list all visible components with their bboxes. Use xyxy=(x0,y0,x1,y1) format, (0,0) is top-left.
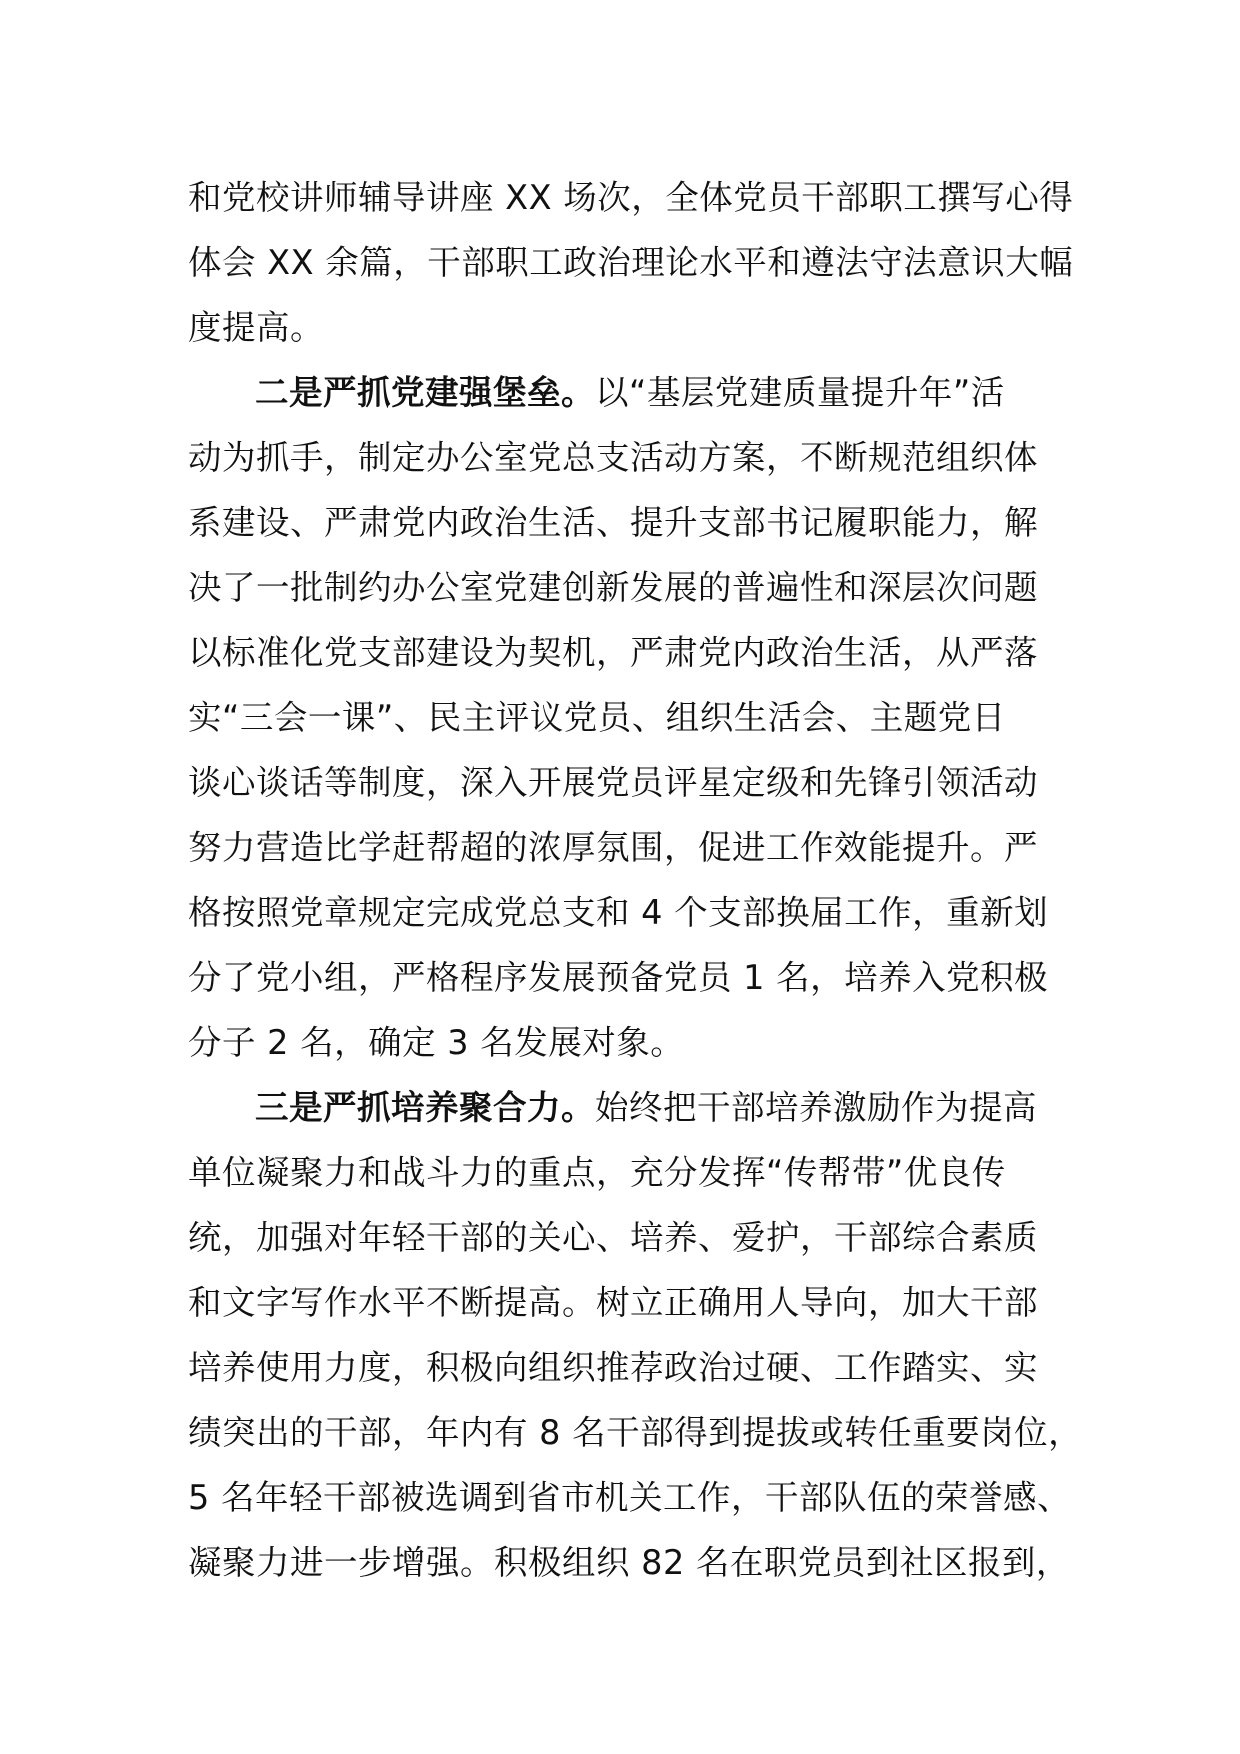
text-line: 和文字写作水平不断提高。树立正确用人导向，加大干部 xyxy=(188,1283,1038,1322)
text-line: 度提高。 xyxy=(188,308,324,347)
text-line: 绩突出的干部，年内有 8 名干部得到提拔或转任重要岗位， xyxy=(188,1413,1083,1452)
text-line: 动为抓手，制定办公室党总支活动方案，不断规范组织体 xyxy=(188,438,1038,477)
text-line: 分子 2 名，确定 3 名发展对象。 xyxy=(188,1023,685,1062)
text-line: 努力营造比学赶帮超的浓厚氛围，促进工作效能提升。严 xyxy=(188,828,1038,867)
text-line: 以标准化党支部建设为契机，严肃党内政治生活，从严落 xyxy=(188,633,1038,672)
text-line: 体会 XX 余篇，干部职工政治理论水平和遵法守法意识大幅 xyxy=(188,243,1074,282)
text-line: 统，加强对年轻干部的关心、培养、爱护，干部综合素质 xyxy=(188,1218,1038,1257)
text-line: 分了党小组，严格程序发展预备党员 1 名，培养入党积极 xyxy=(188,958,1049,997)
text-line: 凝聚力进一步增强。积极组织 82 名在职党员到社区报到， xyxy=(188,1543,1070,1582)
text-span: 始终把干部培养激励作为提高 xyxy=(595,1088,1037,1127)
text-line: 培养使用力度，积极向组织推荐政治过硬、工作踏实、实 xyxy=(188,1348,1038,1387)
text-line: 和党校讲师辅导讲座 XX 场次，全体党员干部职工撰写心得 xyxy=(188,178,1074,217)
text-line: 单位凝聚力和战斗力的重点，充分发挥“传帮带”优良传 xyxy=(188,1153,1006,1192)
paragraph-1 xyxy=(188,165,1074,360)
text-line xyxy=(188,1075,1068,1140)
paragraph-3 xyxy=(188,1075,1083,1595)
text-line: 系建设、严肃党内政治生活、提升支部书记履职能力，解 xyxy=(188,503,1038,542)
text-span: 以“基层党建质量提升年”活 xyxy=(595,373,1005,412)
text-line xyxy=(188,360,1068,425)
text-line: 决了一批制约办公室党建创新发展的普遍性和深层次问题 xyxy=(188,568,1038,607)
text-line: 谈心谈话等制度，深入开展党员评星定级和先锋引领活动 xyxy=(188,763,1038,802)
text-line: 5 名年轻干部被选调到省市机关工作，干部队伍的荣誉感、 xyxy=(188,1478,1071,1517)
paragraph-2 xyxy=(188,360,1068,1075)
text-line: 实“三会一课”、民主评议党员、组织生活会、主题党日 xyxy=(188,698,1006,737)
paragraph-heading: 三是严抓培养聚合力。 xyxy=(255,1088,595,1127)
text-line: 格按照党章规定完成党总支和 4 个支部换届工作，重新划 xyxy=(188,893,1049,932)
paragraph-heading: 二是严抓党建强堡垒。 xyxy=(255,373,595,412)
document-body xyxy=(188,165,1083,1595)
